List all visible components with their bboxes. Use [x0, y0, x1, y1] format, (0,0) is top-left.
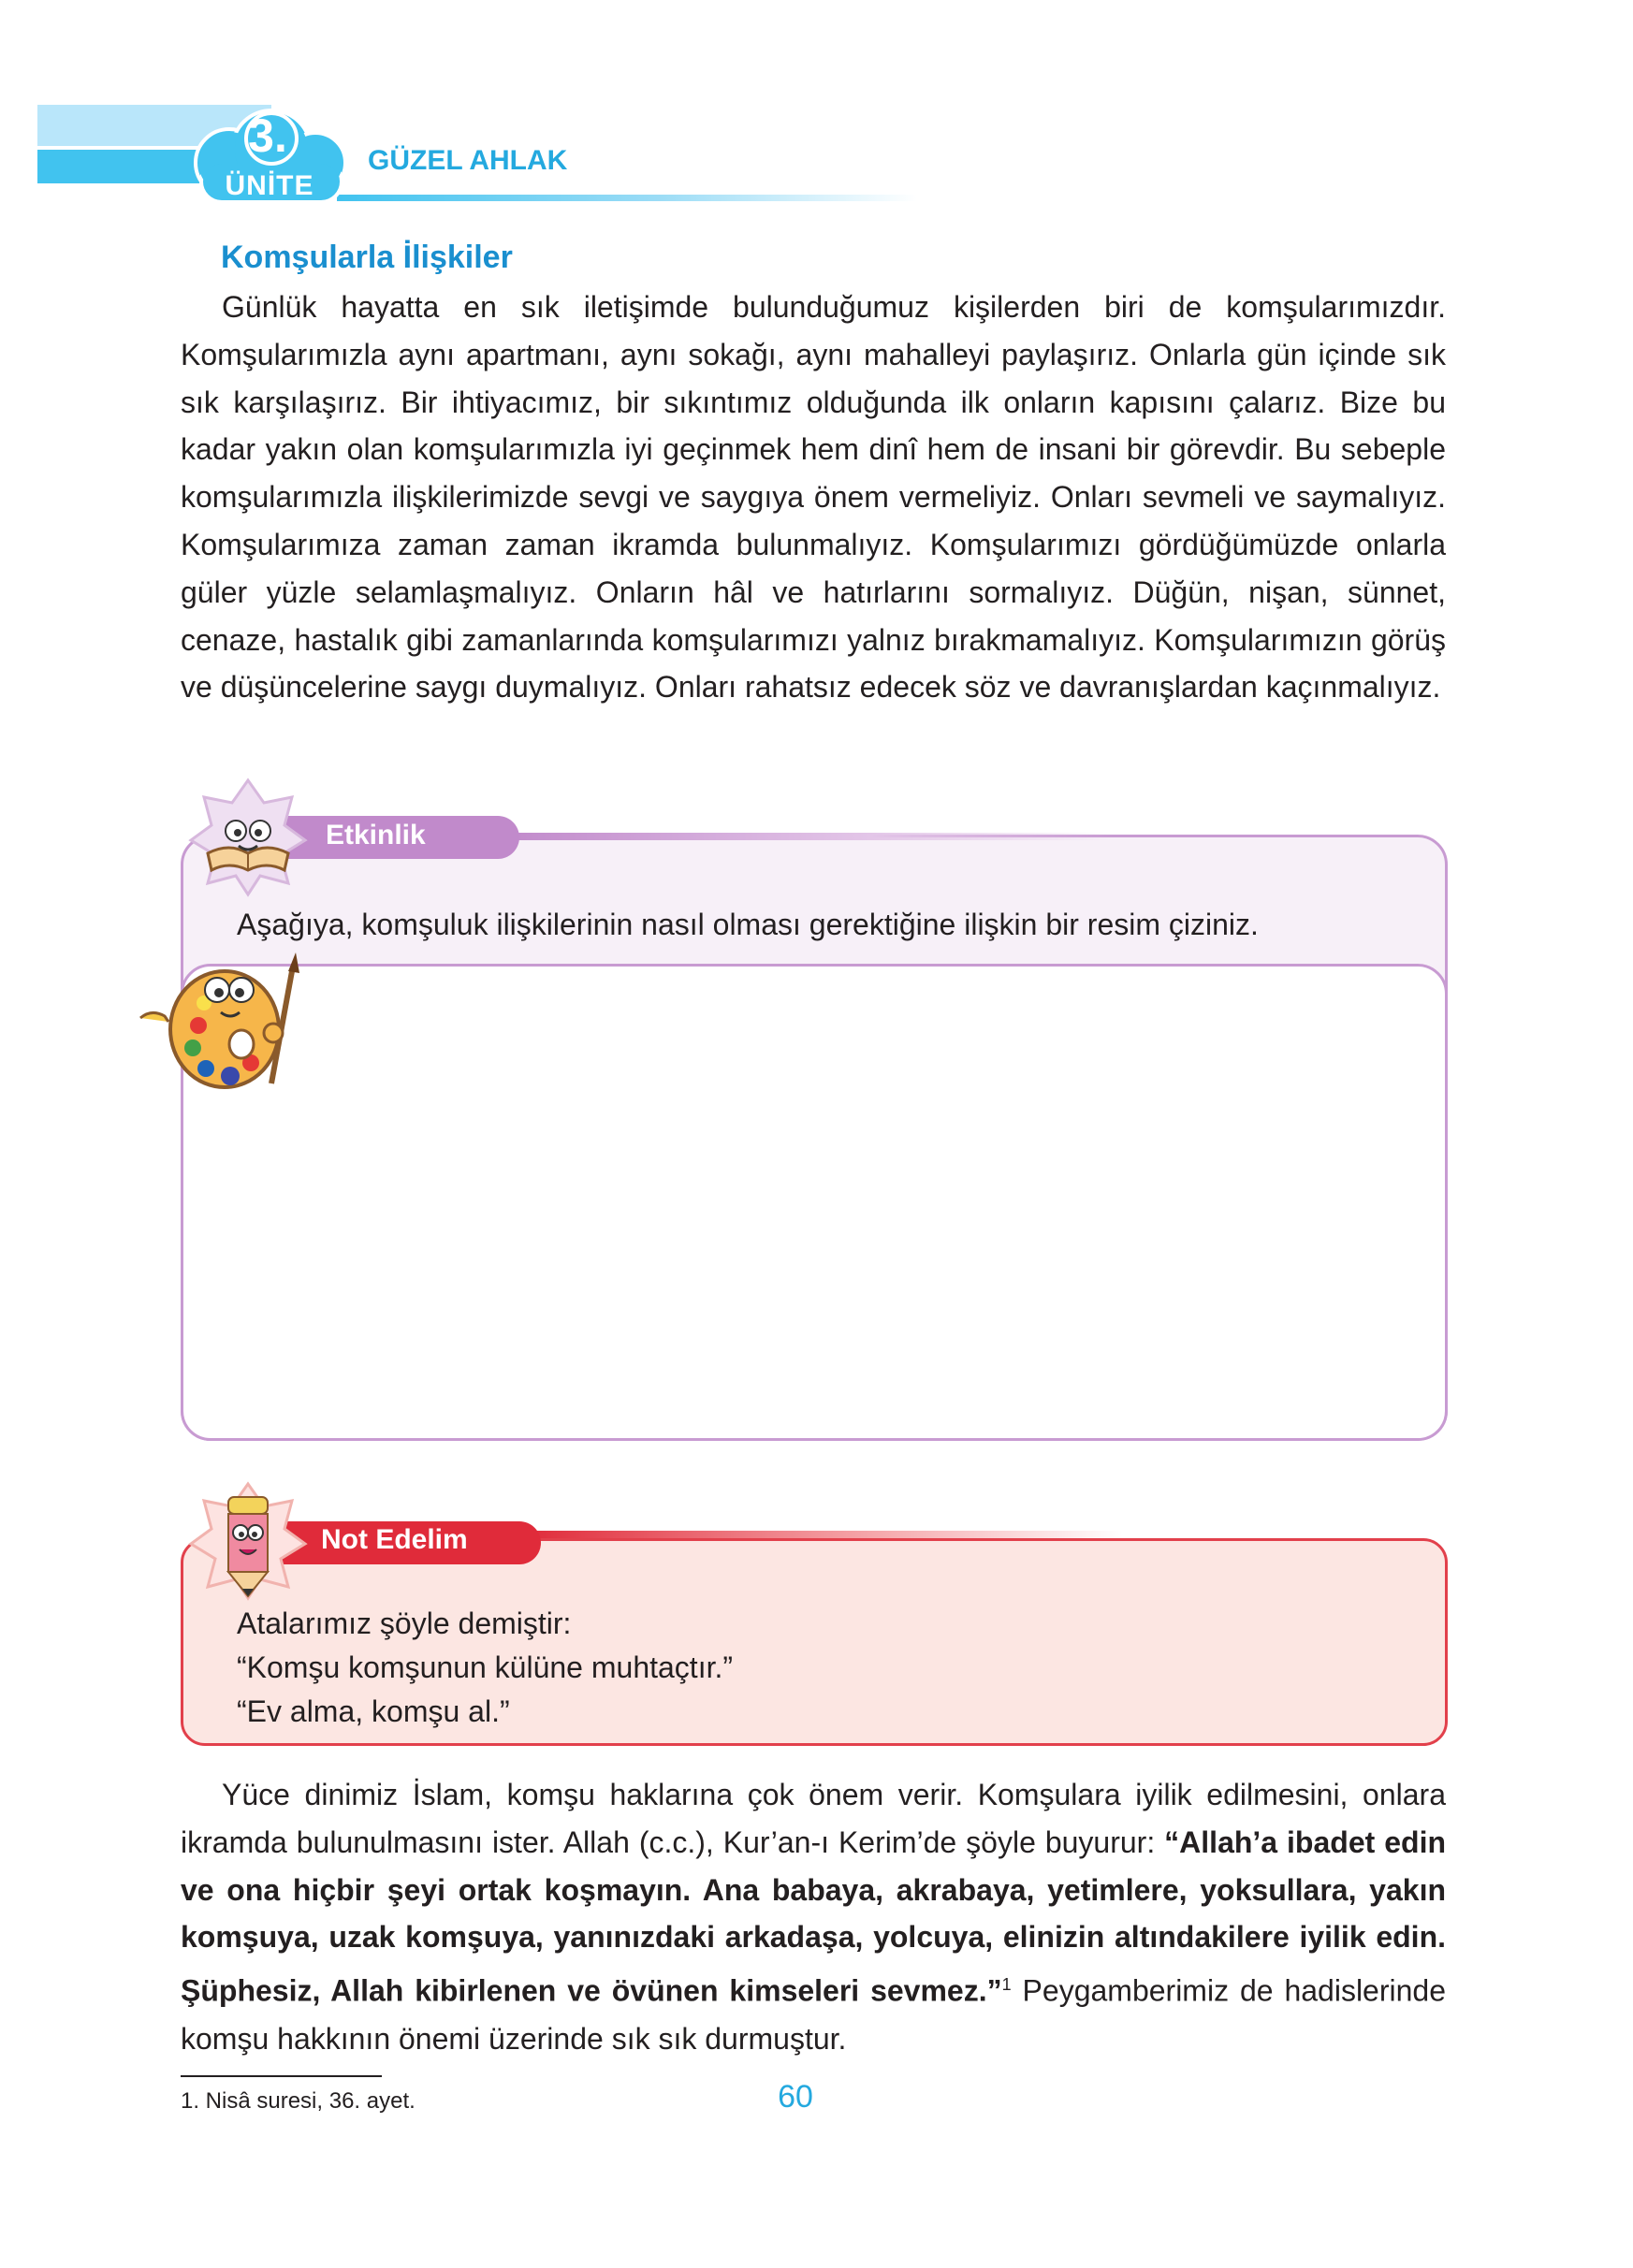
- closing-end: Peygamberimiz de hadislerinde komşu hakkının önemi üzerinde sık sık durmuştur.: [181, 1973, 1447, 2056]
- footnote-rule: [181, 2075, 382, 2077]
- note-line: Atalarımız şöyle demiştir:: [237, 1606, 572, 1640]
- closing-paragraph: [181, 1771, 1446, 2062]
- activity-tab-rule: [505, 833, 1114, 840]
- unit-word: ÜNİTE: [225, 170, 314, 201]
- activity-instruction: Aşağıya, komşuluk ilişkilerinin nasıl olması gerektiğine ilişkin bir resim çiziniz.: [237, 908, 1259, 941]
- intro-paragraph: [181, 284, 1446, 711]
- note-line: “Komşu komşunun külüne muhtaçtır.”: [237, 1650, 734, 1684]
- page-number: 60: [778, 2079, 813, 2115]
- intro-paragraph-text: Günlük hayatta en sık iletişimde bulunduğumuz kişilerden biri de komşularımızdır. Komşularımızla aynı apartmanı, aynı sokağı, aynı mahalleyi paylaşırız. Onlarla gün içinde sık sık karşılaşırız. Bir ihtiyacımız, bir sıkıntımız olduğunda ilk onların kapısını çalarız. Bize bu kadar yakın olan komşularımızla iyi geçinmek hem dinî hem de insani bir görevdir. Bu sebeple komşularımızla ilişkilerimizde sevgi ve saygıya önem vermeliyiz. Onları sevmeli ve saymalıyız. Komşularımıza zaman zaman ikramda bulunmalıyız. Komşularımızı gördüğümüzde onlarla güler yüzle selamlaşmalıyız. Onların hâl ve hatırlarını sormalıyız. Düğün, nişan, sünnet, cenaze, hastalık gibi zamanlarında komşularımızı yalnız bırakmamalıyız. Komşularımızın görüş ve düşüncelerine saygı duymalıyız. Onları rahatsız edecek söz ve davranışlardan kaçınmalıyız.: [181, 290, 1446, 705]
- paint-palette-mascot-icon: [131, 943, 299, 1093]
- section-title: Komşularla İlişkiler: [221, 240, 513, 275]
- quran-quote: “Allah’a ibadet edin ve ona hiçbir şeyi ortak koşmayın. Ana babaya, akrabaya, yetimlere, yoksullara, yakın komşuya, uzak komşuya, yanınızdaki arkadaşa, yolcuya, elinizin altındakilere iyilik edin. Şüphesiz, Allah kibirlenen ve övünen kimseleri sevmez.”: [181, 1825, 1447, 2008]
- book-mascot-icon: [187, 777, 309, 898]
- unit-number: 3.: [248, 109, 287, 162]
- header-rule: [337, 195, 917, 201]
- drawing-area[interactable]: [181, 964, 1448, 1441]
- pencil-mascot-icon: [187, 1480, 309, 1602]
- note-tab-rule: [524, 1531, 1123, 1538]
- note-label: Not Edelim: [321, 1524, 468, 1555]
- unit-title: GÜZEL AHLAK: [368, 145, 568, 176]
- activity-label: Etkinlik: [326, 820, 426, 850]
- note-text: [237, 1602, 733, 1734]
- footnote-mark: 1: [1001, 1975, 1012, 1995]
- footnote: 1. Nisâ suresi, 36. ayet.: [181, 2088, 416, 2114]
- note-line: “Ev alma, komşu al.”: [237, 1694, 510, 1728]
- closing-intro: Yüce dinimiz İslam, komşu haklarına çok önem verir. Komşulara iyilik edilmesini, onlara ikramda bulunulmasını ister. Allah (c.c.), Kur’an-ı Kerim’de şöyle buyurur:: [181, 1778, 1446, 1859]
